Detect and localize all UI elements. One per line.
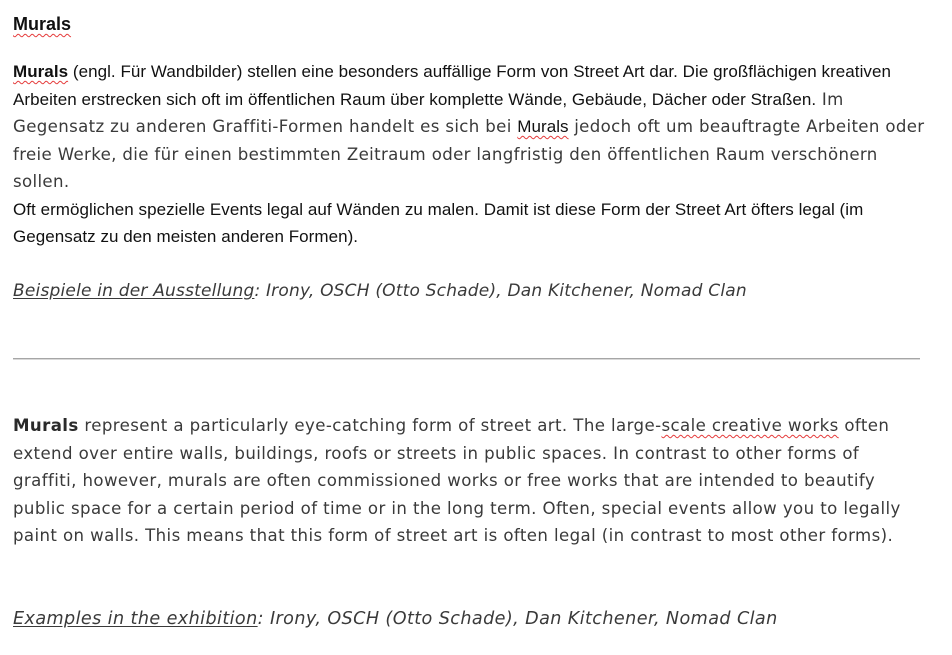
horizontal-divider <box>13 358 920 360</box>
english-paragraph <box>13 412 928 550</box>
page-title <box>13 13 71 35</box>
spellcheck-flagged-word: Murals <box>517 117 569 136</box>
term-bold: Murals <box>13 416 79 435</box>
examples-list: : Irony, OSCH (Otto Schade), Dan Kitchener, Nomad Clan <box>257 609 778 629</box>
german-text-part1: (engl. Für Wandbilder) stellen eine besonders auffällige Form von Street Art dar. Die großflächigen kreativen Arbeiten erstrecken sich oft im öffentlichen Raum über komplette Wände, Gebäude, Dächer oder Straßen. <box>13 62 891 109</box>
english-examples-line <box>13 606 778 632</box>
english-text-part1b: often extend over entire walls, buildings, roofs or streets in public spaces. In contrast to other forms of graffiti, however, murals are often commissioned works or free works that are intended to beautify public space for a certain period of time or in the long term. Often, special events allow you to legally paint on walls. This means that this form of street art is often legal (in contrast to most other forms). <box>13 416 901 545</box>
spellcheck-flagged-phrase: scale creative works <box>661 416 839 435</box>
german-text-part2a: Im Gegensatz zu anderen Graffiti-Formen handelt es sich bei <box>13 89 844 136</box>
german-paragraph <box>13 58 928 251</box>
term-bold: Murals <box>13 62 69 81</box>
german-examples-line <box>13 278 747 304</box>
spellcheck-flagged-word: Murals <box>13 14 72 34</box>
examples-label: Examples in the exhibition <box>13 609 258 629</box>
english-text-part1a: represent a particularly eye-catching form of street art. The large- <box>78 416 662 435</box>
examples-list: : Irony, OSCH (Otto Schade), Dan Kitchener, Nomad Clan <box>254 281 747 301</box>
german-text-part3: Oft ermöglichen spezielle Events legal auf Wänden zu malen. Damit ist diese Form der Street Art öfters legal (im Gegensatz zu den meisten anderen Formen). <box>13 199 864 246</box>
examples-label: Beispiele in der Ausstellung <box>13 281 255 301</box>
german-text-part2b: jedoch oft um beauftragte Arbeiten oder freie Werke, die für einen bestimmten Zeitraum oder langfristig den öffentlichen Raum verschönern sollen. <box>13 117 925 191</box>
